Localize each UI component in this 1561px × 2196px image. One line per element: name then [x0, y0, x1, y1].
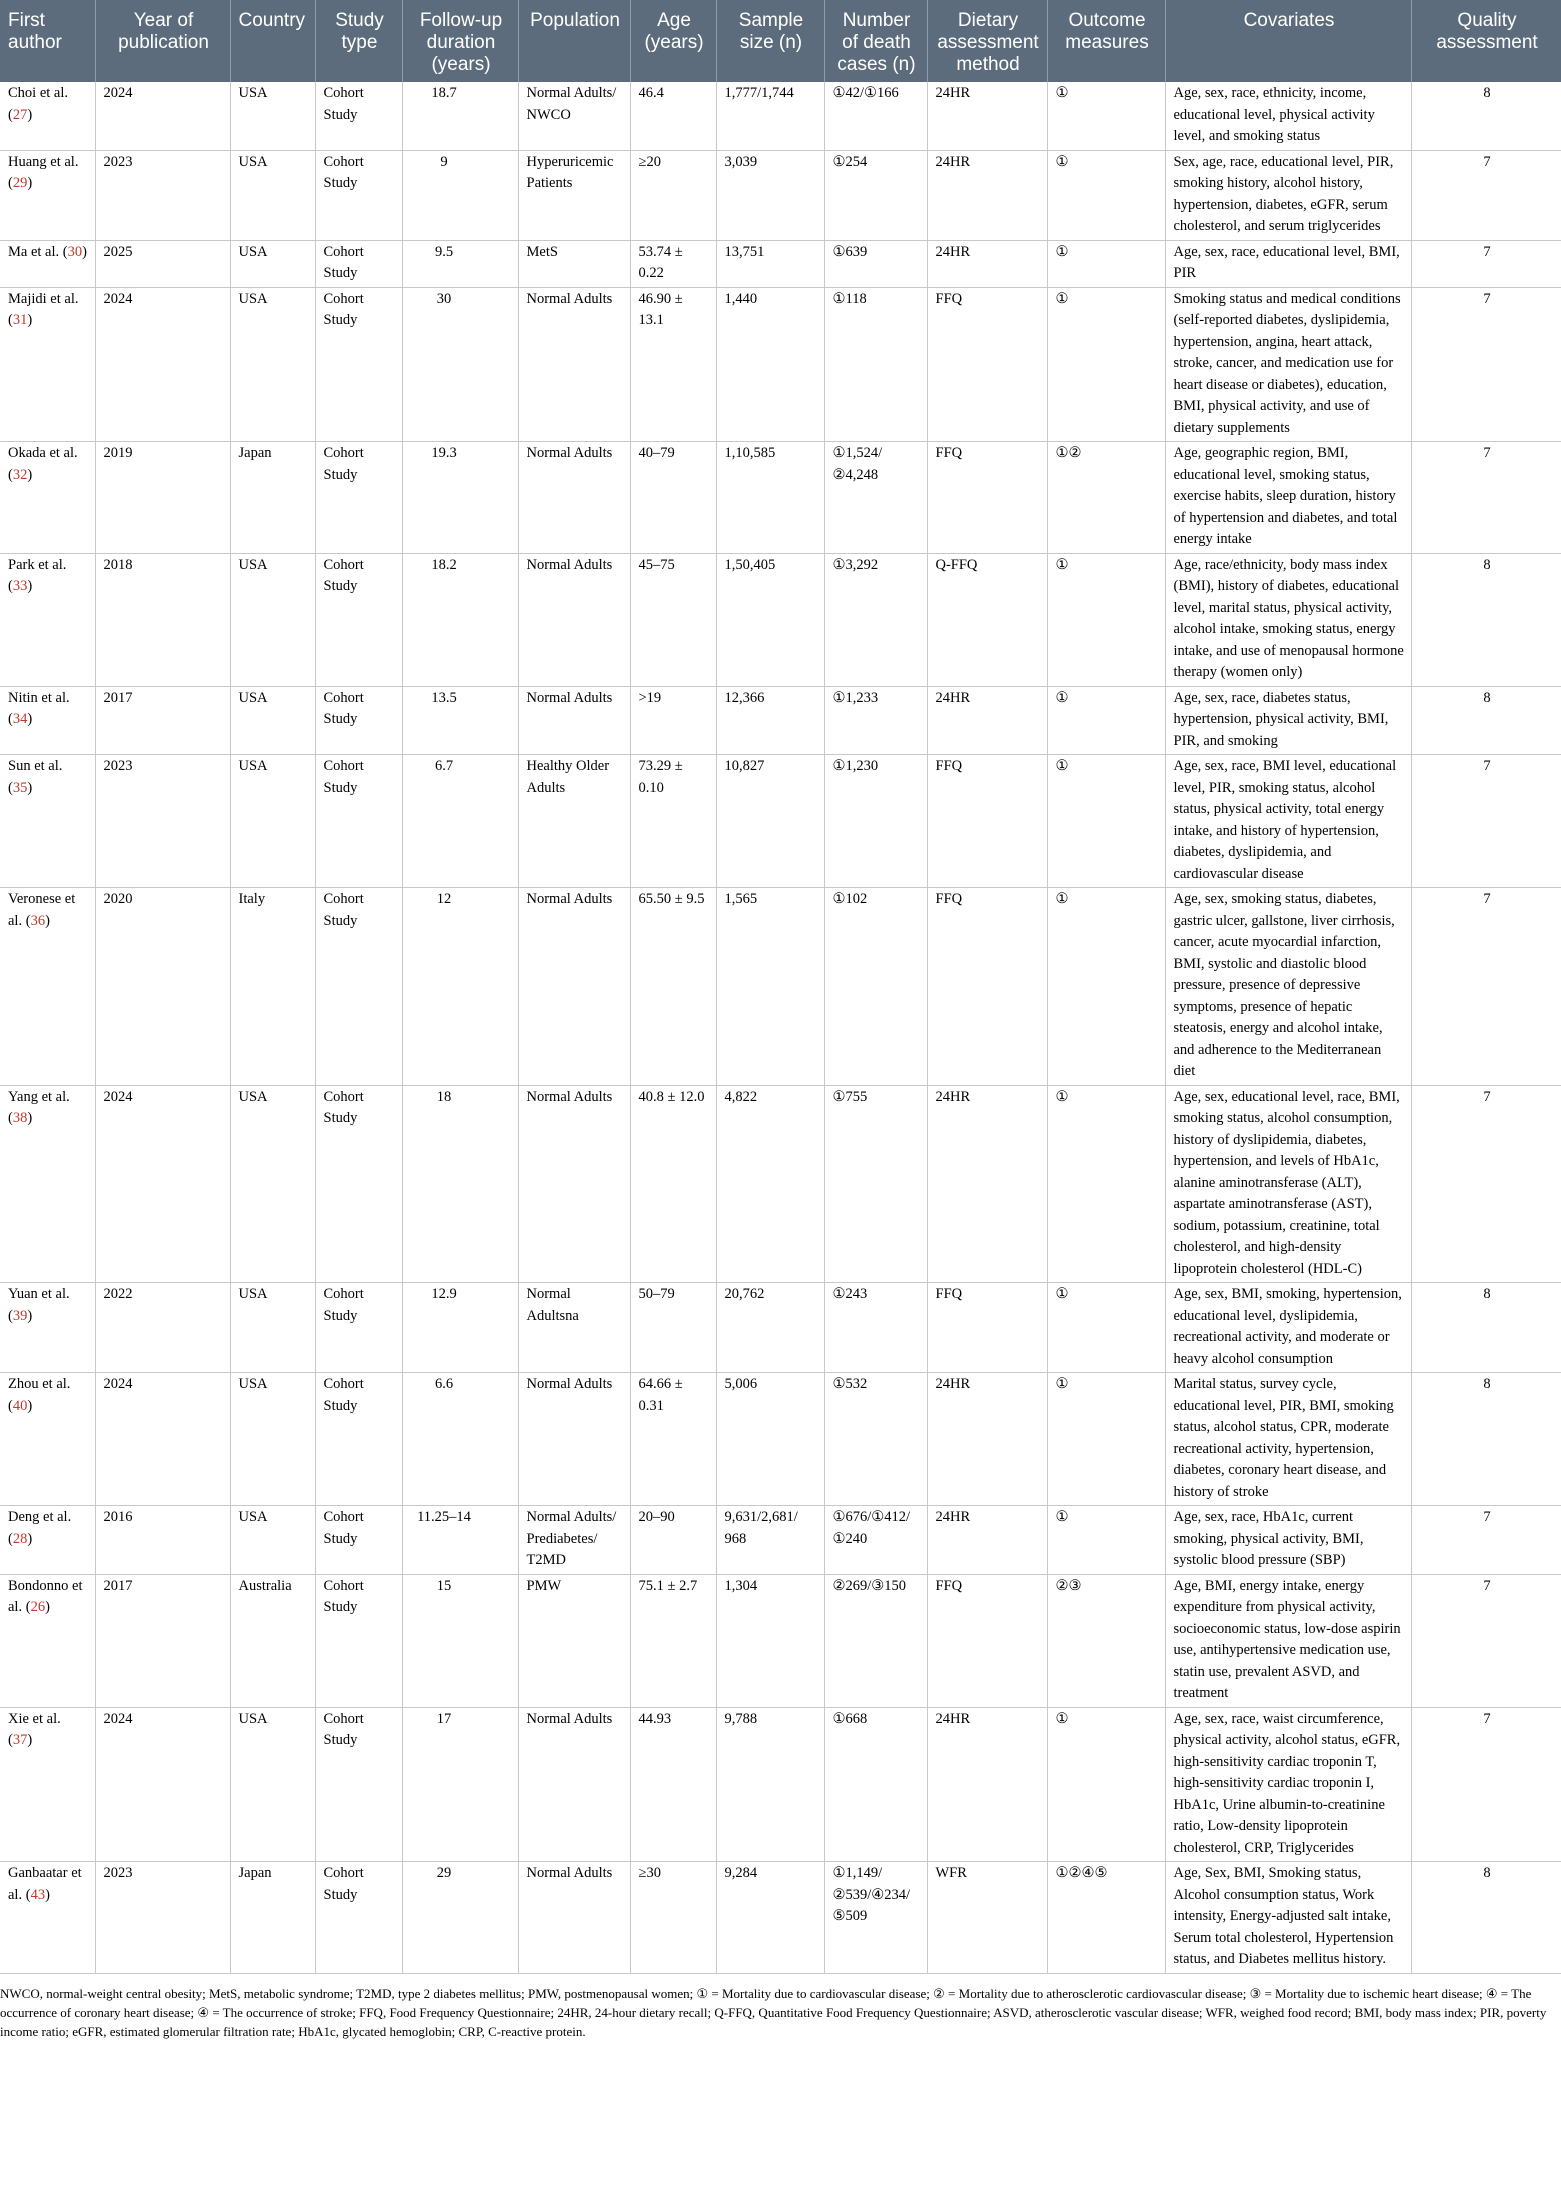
cell-sample-size: 13,751 — [716, 240, 824, 287]
cell-study-type: Cohort Study — [315, 888, 402, 1086]
author-name: Park et al. — [8, 556, 67, 573]
cell-sample-size: 1,304 — [716, 1574, 824, 1707]
cell-follow-up: 18.7 — [402, 82, 518, 150]
cell-follow-up: 13.5 — [402, 686, 518, 755]
cell-dietary-method: FFQ — [927, 755, 1047, 888]
reference-link[interactable]: 28 — [12, 1530, 28, 1547]
reference-link[interactable]: 26 — [30, 1599, 46, 1615]
cell-covariates: Sex, age, race, educational level, PIR, smoking history, alcohol history, hypertension, diabetes, eGFR, serum cholesterol, and serum triglycerides — [1165, 150, 1411, 240]
cell-country: USA — [230, 287, 315, 442]
table-row — [0, 1283, 1561, 1373]
reference-link[interactable]: 36 — [30, 912, 46, 929]
cell-year: 2019 — [95, 442, 230, 554]
cell-first-author: Choi et al. (27) — [0, 82, 95, 150]
cell-year: 2023 — [95, 1862, 230, 1974]
cell-outcome: ① — [1047, 888, 1165, 1086]
cell-age: 45–75 — [630, 553, 716, 686]
author-name: Yang et al. — [8, 1088, 70, 1105]
author-name: Choi et al. — [8, 85, 69, 101]
col-header-death-cases: Number of death cases (n) — [824, 0, 927, 82]
cell-country: Australia — [230, 1574, 315, 1707]
cell-death-cases: ①532 — [824, 1373, 927, 1506]
cell-dietary-method: FFQ — [927, 888, 1047, 1086]
cell-follow-up: 6.6 — [402, 1373, 518, 1506]
cell-country: Japan — [230, 442, 315, 554]
author-name: Ganbaatar et al. — [8, 1865, 82, 1903]
cell-death-cases: ①1,524/ ②4,248 — [824, 442, 927, 554]
cell-outcome: ① — [1047, 553, 1165, 686]
reference-link[interactable]: 34 — [12, 711, 28, 727]
cell-age: 44.93 — [630, 1707, 716, 1862]
col-header-year: Year of publication — [95, 0, 230, 82]
table-row — [0, 150, 1561, 240]
author-name: Nitin et al. — [8, 689, 70, 706]
cell-year: 2023 — [95, 755, 230, 888]
cell-country: USA — [230, 1373, 315, 1506]
cell-death-cases: ①102 — [824, 888, 927, 1086]
reference-link[interactable]: 27 — [12, 106, 28, 123]
reference-link[interactable]: 32 — [12, 466, 28, 483]
cell-sample-size: 9,631/2,681/ 968 — [716, 1506, 824, 1575]
cell-first-author: Zhou et al. (40) — [0, 1373, 95, 1506]
cell-population: Normal Adults — [518, 287, 630, 442]
cell-first-author: Sun et al. (35) — [0, 755, 95, 888]
reference-link[interactable]: 43 — [30, 1886, 46, 1903]
cell-population: Normal Adults — [518, 1085, 630, 1283]
cell-population: Normal Adults/ NWCO — [518, 82, 630, 150]
cell-population: Normal Adults — [518, 888, 630, 1086]
cell-covariates: Age, sex, smoking status, diabetes, gastric ulcer, gallstone, liver cirrhosis, cancer, acute myocardial infarction, BMI, systolic and diastolic blood pressure, presence of depressive symptoms, presence of hepatic steatosis, energy and alcohol intake, and adherence to the Mediterranean diet — [1165, 888, 1411, 1086]
cell-first-author: Bondonno et al. (26) — [0, 1574, 95, 1707]
author-name: Veronese et al. — [8, 891, 76, 929]
cell-study-type: Cohort Study — [315, 755, 402, 888]
cell-year: 2024 — [95, 1707, 230, 1862]
cell-follow-up: 18 — [402, 1085, 518, 1283]
cell-covariates: Age, sex, race, BMI level, educational level, PIR, smoking status, alcohol status, physical activity, total energy intake, and history of hypertension, diabetes, dyslipidemia, and cardiovascular disease — [1165, 755, 1411, 888]
cell-dietary-method: 24HR — [927, 82, 1047, 150]
cell-year: 2024 — [95, 82, 230, 150]
cell-quality: 7 — [1411, 888, 1561, 1086]
cell-follow-up: 19.3 — [402, 442, 518, 554]
cell-sample-size: 1,440 — [716, 287, 824, 442]
cell-death-cases: ①668 — [824, 1707, 927, 1862]
cell-year: 2020 — [95, 888, 230, 1086]
cell-year: 2022 — [95, 1283, 230, 1373]
cell-country: USA — [230, 1506, 315, 1575]
table-footnote: NWCO, normal-weight central obesity; MetS, metabolic syndrome; T2MD, type 2 diabetes mellitus; PMW, postmenopausal women; ① = Mortality due to cardiovascular disease; ② = Mortality due to atherosclerotic cardiovascular disease; ③ = Mortality due to ischemic heart disease; ④ = The occurrence of coronary heart disease; ④ = The occurrence of stroke; FFQ, Food Frequency Questionnaire; 24HR, 24-hour dietary recall; Q-FFQ, Quantitative Food Frequency Questionnaire; ASVD, atherosclerotic vascular disease; WFR, weighed food record; BMI, body mass index; PIR, poverty income ratio; eGFR, estimated glomerular filtration rate; HbA1c, glycated hemoglobin; CRP, C-reactive protein. — [0, 1985, 1547, 2039]
table-row — [0, 1574, 1561, 1707]
cell-death-cases: ①755 — [824, 1085, 927, 1283]
cell-study-type: Cohort Study — [315, 1085, 402, 1283]
cell-dietary-method: 24HR — [927, 1373, 1047, 1506]
cell-study-type: Cohort Study — [315, 553, 402, 686]
cell-age: 64.66 ± 0.31 — [630, 1373, 716, 1506]
cell-country: USA — [230, 686, 315, 755]
cell-sample-size: 12,366 — [716, 686, 824, 755]
cell-outcome: ① — [1047, 1373, 1165, 1506]
col-header-follow-up: Follow-up duration (years) — [402, 0, 518, 82]
cell-follow-up: 12 — [402, 888, 518, 1086]
cell-outcome: ① — [1047, 240, 1165, 287]
cell-dietary-method: WFR — [927, 1862, 1047, 1974]
cell-death-cases: ①1,149/ ②539/④234/ ⑤509 — [824, 1862, 927, 1974]
cell-year: 2024 — [95, 287, 230, 442]
table-row — [0, 1373, 1561, 1506]
cell-first-author: Xie et al. (37) — [0, 1707, 95, 1862]
cell-sample-size: 4,822 — [716, 1085, 824, 1283]
cell-study-type: Cohort Study — [315, 240, 402, 287]
cell-outcome: ① — [1047, 1283, 1165, 1373]
cell-first-author: Ganbaatar et al. (43) — [0, 1862, 95, 1974]
cell-covariates: Smoking status and medical conditions (self-reported diabetes, dyslipidemia, hypertension, angina, heart attack, stroke, cancer, and medication use for heart disease or diabetes), education, BMI, physical activity, and use of dietary supplements — [1165, 287, 1411, 442]
cell-sample-size: 1,777/1,744 — [716, 82, 824, 150]
cell-study-type: Cohort Study — [315, 1506, 402, 1575]
author-name: Huang et al. — [8, 153, 79, 170]
cell-follow-up: 9 — [402, 150, 518, 240]
cell-age: 46.90 ± 13.1 — [630, 287, 716, 442]
cell-dietary-method: FFQ — [927, 287, 1047, 442]
cell-population: Normal Adults — [518, 1373, 630, 1506]
cell-covariates: Age, sex, BMI, smoking, hypertension, educational level, dyslipidemia, recreational activity, and moderate or heavy alcohol consumption — [1165, 1283, 1411, 1373]
cell-country: USA — [230, 755, 315, 888]
col-header-study-type: Study type — [315, 0, 402, 82]
cell-death-cases: ①243 — [824, 1283, 927, 1373]
cell-country: USA — [230, 1085, 315, 1283]
cell-quality: 7 — [1411, 1085, 1561, 1283]
cell-outcome: ① — [1047, 1085, 1165, 1283]
cell-first-author: Majidi et al. (31) — [0, 287, 95, 442]
reference-link[interactable]: 29 — [12, 175, 28, 191]
reference-link[interactable]: 38 — [12, 1110, 28, 1126]
table-row — [0, 1085, 1561, 1283]
cell-dietary-method: Q-FFQ — [927, 553, 1047, 686]
cell-dietary-method: 24HR — [927, 150, 1047, 240]
reference-link[interactable]: 35 — [12, 779, 28, 796]
author-name: Okada et al. — [8, 445, 78, 461]
cell-covariates: Age, sex, race, diabetes status, hypertension, physical activity, BMI, PIR, and smoking — [1165, 686, 1411, 755]
cell-quality: 7 — [1411, 1574, 1561, 1707]
cell-population: Normal Adults — [518, 1862, 630, 1974]
cell-study-type: Cohort Study — [315, 442, 402, 554]
cell-year: 2025 — [95, 240, 230, 287]
table-row — [0, 686, 1561, 755]
table-row — [0, 1707, 1561, 1862]
cell-study-type: Cohort Study — [315, 82, 402, 150]
cell-follow-up: 6.7 — [402, 755, 518, 888]
cell-quality: 7 — [1411, 755, 1561, 888]
cell-first-author: Yang et al. (38) — [0, 1085, 95, 1283]
cell-first-author: Huang et al. (29) — [0, 150, 95, 240]
cell-first-author: Deng et al. (28) — [0, 1506, 95, 1575]
cell-death-cases: ①3,292 — [824, 553, 927, 686]
cell-study-type: Cohort Study — [315, 1283, 402, 1373]
cell-outcome: ① — [1047, 755, 1165, 888]
cell-follow-up: 29 — [402, 1862, 518, 1974]
cell-quality: 7 — [1411, 287, 1561, 442]
cell-sample-size: 5,006 — [716, 1373, 824, 1506]
cell-population: Normal Adults — [518, 442, 630, 554]
cell-covariates: Age, geographic region, BMI, educational level, smoking status, exercise habits, sleep duration, history of hypertension and diabetes, and total energy intake — [1165, 442, 1411, 554]
cell-country: USA — [230, 150, 315, 240]
cell-first-author: Park et al. (33) — [0, 553, 95, 686]
cell-dietary-method: 24HR — [927, 240, 1047, 287]
cell-dietary-method: FFQ — [927, 1283, 1047, 1373]
cell-death-cases: ①42/①166 — [824, 82, 927, 150]
author-name: Yuan et al. — [8, 1286, 70, 1302]
cell-age: 53.74 ± 0.22 — [630, 240, 716, 287]
cell-population: Hyperuricemic Patients — [518, 150, 630, 240]
cell-quality: 8 — [1411, 1862, 1561, 1974]
table-row — [0, 1862, 1561, 1974]
table-row — [0, 888, 1561, 1086]
cell-death-cases: ①676/①412/ ①240 — [824, 1506, 927, 1575]
table-body — [0, 82, 1561, 1973]
col-header-age: Age (years) — [630, 0, 716, 82]
reference-link[interactable]: 33 — [12, 578, 28, 594]
cell-country: USA — [230, 1707, 315, 1862]
cell-age: 73.29 ± 0.10 — [630, 755, 716, 888]
cell-sample-size: 9,284 — [716, 1862, 824, 1974]
cell-sample-size: 20,762 — [716, 1283, 824, 1373]
cell-covariates: Age, BMI, energy intake, energy expenditure from physical activity, socioeconomic status, low-dose aspirin use, antihypertensive medication use, statin use, prevalent ASVD, and treatment — [1165, 1574, 1411, 1707]
col-header-dietary-method: Dietary assessment method — [927, 0, 1047, 82]
cell-quality: 8 — [1411, 1283, 1561, 1373]
reference-link[interactable]: 37 — [12, 1732, 28, 1748]
cell-death-cases: ①254 — [824, 150, 927, 240]
col-header-population: Population — [518, 0, 630, 82]
author-name: Xie et al. — [8, 1710, 61, 1727]
col-header-first-author: First author — [0, 0, 95, 82]
cell-country: USA — [230, 1283, 315, 1373]
cell-covariates: Age, sex, race, waist circumference, physical activity, alcohol status, eGFR, high-sensitivity cardiac troponin T, high-sensitivity cardiac troponin I, HbA1c, Urine albumin-to-creatinine ratio, Low-density lipoprotein cholesterol, CRP, Triglycerides — [1165, 1707, 1411, 1862]
cell-dietary-method: 24HR — [927, 1085, 1047, 1283]
cell-age: 50–79 — [630, 1283, 716, 1373]
cell-sample-size: 1,10,585 — [716, 442, 824, 554]
cell-dietary-method: FFQ — [927, 442, 1047, 554]
col-header-outcome: Outcome measures — [1047, 0, 1165, 82]
cell-year: 2024 — [95, 1373, 230, 1506]
cell-population: Normal Adults — [518, 686, 630, 755]
cell-first-author: Veronese et al. (36) — [0, 888, 95, 1086]
cell-study-type: Cohort Study — [315, 1707, 402, 1862]
table-row — [0, 755, 1561, 888]
cell-country: Japan — [230, 1862, 315, 1974]
cell-first-author: Nitin et al. (34) — [0, 686, 95, 755]
cell-age: 40–79 — [630, 442, 716, 554]
cell-quality: 7 — [1411, 240, 1561, 287]
cell-death-cases: ①118 — [824, 287, 927, 442]
cell-year: 2024 — [95, 1085, 230, 1283]
cell-year: 2023 — [95, 150, 230, 240]
col-header-covariates: Covariates — [1165, 0, 1411, 82]
cell-outcome: ① — [1047, 1506, 1165, 1575]
cell-country: USA — [230, 240, 315, 287]
cell-year: 2018 — [95, 553, 230, 686]
cell-country: USA — [230, 553, 315, 686]
cell-year: 2017 — [95, 686, 230, 755]
cell-year: 2016 — [95, 1506, 230, 1575]
cell-dietary-method: FFQ — [927, 1574, 1047, 1707]
cell-first-author: Okada et al. (32) — [0, 442, 95, 554]
reference-link[interactable]: 31 — [12, 312, 28, 328]
author-name: Deng et al. — [8, 1509, 72, 1525]
author-name: Sun et al. — [8, 758, 63, 774]
cell-quality: 7 — [1411, 150, 1561, 240]
cell-covariates: Age, sex, race, ethnicity, income, educational level, physical activity level, and smoking status — [1165, 82, 1411, 150]
cell-death-cases: ①1,233 — [824, 686, 927, 755]
cell-sample-size: 9,788 — [716, 1707, 824, 1862]
cell-quality: 8 — [1411, 686, 1561, 755]
cell-study-type: Cohort Study — [315, 686, 402, 755]
cell-population: Normal Adults/ Prediabetes/ T2MD — [518, 1506, 630, 1575]
cell-age: ≥30 — [630, 1862, 716, 1974]
cell-follow-up: 11.25–14 — [402, 1506, 518, 1575]
cell-outcome: ① — [1047, 150, 1165, 240]
author-name: Majidi et al. — [8, 290, 79, 307]
cell-death-cases: ①639 — [824, 240, 927, 287]
cell-population: Normal Adultsna — [518, 1283, 630, 1373]
cell-covariates: Age, race/ethnicity, body mass index (BMI), history of diabetes, educational level, marital status, physical activity, alcohol intake, smoking status, energy intake, and use of menopausal hormone therapy (women only) — [1165, 553, 1411, 686]
cell-age: >19 — [630, 686, 716, 755]
author-name: Bondonno et al. — [8, 1577, 83, 1615]
cell-study-type: Cohort Study — [315, 1373, 402, 1506]
table-row — [0, 240, 1561, 287]
cell-year: 2017 — [95, 1574, 230, 1707]
cell-death-cases: ②269/③150 — [824, 1574, 927, 1707]
table-row — [0, 82, 1561, 150]
cell-sample-size: 1,50,405 — [716, 553, 824, 686]
table-row — [0, 1506, 1561, 1575]
cell-age: 40.8 ± 12.0 — [630, 1085, 716, 1283]
cell-quality: 7 — [1411, 442, 1561, 554]
cell-quality: 7 — [1411, 1707, 1561, 1862]
col-header-country: Country — [230, 0, 315, 82]
cell-death-cases: ①1,230 — [824, 755, 927, 888]
cell-population: MetS — [518, 240, 630, 287]
table-row — [0, 442, 1561, 554]
cell-outcome: ① — [1047, 287, 1165, 442]
cell-study-type: Cohort Study — [315, 1574, 402, 1707]
cell-age: 20–90 — [630, 1506, 716, 1575]
cell-covariates: Age, sex, race, HbA1c, current smoking, physical activity, BMI, systolic blood pressure (SBP) — [1165, 1506, 1411, 1575]
reference-link[interactable]: 40 — [12, 1397, 28, 1414]
cell-outcome: ① — [1047, 1707, 1165, 1862]
cell-first-author: Yuan et al. (39) — [0, 1283, 95, 1373]
cell-outcome: ① — [1047, 686, 1165, 755]
cell-follow-up: 15 — [402, 1574, 518, 1707]
cell-age: 75.1 ± 2.7 — [630, 1574, 716, 1707]
cell-first-author: Ma et al. (30) — [0, 240, 95, 287]
cell-covariates: Age, Sex, BMI, Smoking status, Alcohol consumption status, Work intensity, Energy-adjusted salt intake, Serum total cholesterol, Hypertension status, and Diabetes mellitus history. — [1165, 1862, 1411, 1974]
author-name: Ma et al. — [8, 243, 60, 260]
col-header-quality: Quality assessment — [1411, 0, 1561, 82]
cell-population: Healthy Older Adults — [518, 755, 630, 888]
reference-link[interactable]: 30 — [67, 243, 83, 260]
cell-follow-up: 18.2 — [402, 553, 518, 686]
cell-sample-size: 10,827 — [716, 755, 824, 888]
col-header-sample-size: Sample size (n) — [716, 0, 824, 82]
cell-follow-up: 30 — [402, 287, 518, 442]
cell-population: Normal Adults — [518, 553, 630, 686]
cell-quality: 7 — [1411, 1506, 1561, 1575]
cell-age: 65.50 ± 9.5 — [630, 888, 716, 1086]
cell-country: USA — [230, 82, 315, 150]
author-name: Zhou et al. — [8, 1376, 71, 1392]
table-row — [0, 287, 1561, 442]
cell-outcome: ① — [1047, 82, 1165, 150]
cell-dietary-method: 24HR — [927, 1707, 1047, 1862]
cell-quality: 8 — [1411, 553, 1561, 686]
header-row — [0, 0, 1561, 82]
cell-covariates: Marital status, survey cycle, educational level, PIR, BMI, smoking status, alcohol status, CPR, moderate recreational activity, hypertension, diabetes, coronary heart disease, and history of stroke — [1165, 1373, 1411, 1506]
cell-covariates: Age, sex, race, educational level, BMI, PIR — [1165, 240, 1411, 287]
cell-age: 46.4 — [630, 82, 716, 150]
cell-sample-size: 3,039 — [716, 150, 824, 240]
cell-covariates: Age, sex, educational level, race, BMI, smoking status, alcohol consumption, history of dyslipidemia, diabetes, hypertension, and levels of HbA1c, alanine aminotransferase (ALT), aspartate aminotransferase (AST), sodium, potassium, creatinine, total cholesterol, and high-density lipoprotein cholesterol (HDL-C) — [1165, 1085, 1411, 1283]
cell-quality: 8 — [1411, 82, 1561, 150]
cell-study-type: Cohort Study — [315, 150, 402, 240]
cell-follow-up: 12.9 — [402, 1283, 518, 1373]
cell-population: Normal Adults — [518, 1707, 630, 1862]
reference-link[interactable]: 39 — [12, 1307, 28, 1324]
table-row — [0, 553, 1561, 686]
cell-outcome: ②③ — [1047, 1574, 1165, 1707]
cell-population: PMW — [518, 1574, 630, 1707]
cell-dietary-method: 24HR — [927, 1506, 1047, 1575]
cell-follow-up: 17 — [402, 1707, 518, 1862]
cell-outcome: ①②④⑤ — [1047, 1862, 1165, 1974]
cell-study-type: Cohort Study — [315, 1862, 402, 1974]
cell-outcome: ①② — [1047, 442, 1165, 554]
cell-follow-up: 9.5 — [402, 240, 518, 287]
cell-sample-size: 1,565 — [716, 888, 824, 1086]
cell-dietary-method: 24HR — [927, 686, 1047, 755]
cell-study-type: Cohort Study — [315, 287, 402, 442]
cell-country: Italy — [230, 888, 315, 1086]
cell-age: ≥20 — [630, 150, 716, 240]
cell-quality: 8 — [1411, 1373, 1561, 1506]
